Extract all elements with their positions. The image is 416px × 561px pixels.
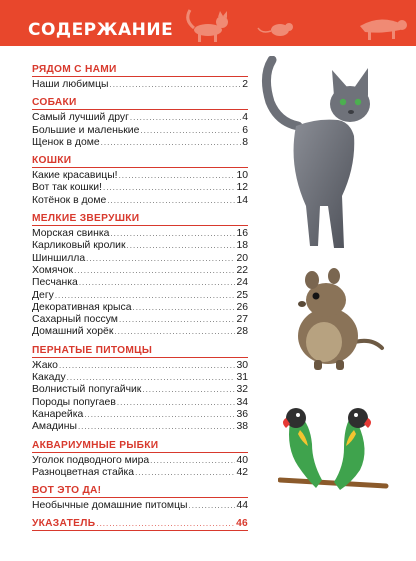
entry-page: 40	[236, 454, 248, 466]
toc-entry[interactable]	[32, 228, 248, 240]
entry-page: 36	[236, 408, 248, 420]
entry-label: Песчанка	[32, 277, 78, 289]
grey-cat-image	[258, 56, 378, 256]
toc-section	[32, 440, 248, 480]
dot-leader	[117, 397, 236, 409]
entry-label: Котёнок в доме	[32, 194, 107, 206]
entry-label: Вот так кошки!	[32, 182, 102, 194]
entry-page: 4	[242, 112, 248, 124]
entry-page: 20	[236, 252, 248, 264]
section-heading: ВОТ ЭТО ДА!	[32, 485, 248, 498]
entry-page: 8	[242, 136, 248, 148]
entry-label: Самый лучший друг	[32, 112, 129, 124]
entry-page: 32	[236, 384, 248, 396]
entry-label: Домашний хорёк	[32, 326, 114, 338]
section-heading: СОБАКИ	[32, 97, 248, 110]
entry-page: 30	[236, 359, 248, 371]
toc-section	[32, 485, 248, 512]
toc-entry[interactable]	[32, 409, 248, 421]
toc-section	[32, 345, 248, 434]
entry-label: Канарейка	[32, 408, 84, 420]
entry-page: 34	[236, 396, 248, 408]
dot-leader	[140, 125, 241, 137]
dot-leader	[78, 421, 236, 433]
toc-entry[interactable]	[32, 137, 248, 149]
dot-leader	[67, 372, 236, 384]
entry-page: 42	[236, 466, 248, 478]
entry-label: Необычные домашние питомцы	[32, 500, 188, 512]
entry-page: 14	[236, 194, 248, 206]
entry-page: 12	[236, 182, 248, 194]
toc-entry[interactable]	[32, 253, 248, 265]
section-heading: МЕЛКИЕ ЗВЕРУШКИ	[32, 213, 248, 226]
entry-label: Карликовый кролик	[32, 240, 126, 252]
toc-entry[interactable]	[32, 397, 248, 409]
index-page: 46	[236, 518, 248, 530]
dot-leader	[127, 240, 236, 252]
entry-label: Уголок подводного мира	[32, 454, 150, 466]
entry-page: 16	[236, 228, 248, 240]
toc-entry[interactable]	[32, 421, 248, 433]
toc-entry[interactable]	[32, 326, 248, 338]
toc-entry[interactable]	[32, 384, 248, 396]
dot-leader	[150, 455, 235, 467]
toc-section	[32, 518, 248, 531]
entry-label: Жако	[32, 359, 58, 371]
lovebirds-image	[278, 404, 390, 496]
dot-leader	[96, 518, 235, 530]
entry-label: Разноцветная стайка	[32, 466, 135, 478]
toc-entry[interactable]	[32, 455, 248, 467]
dot-leader	[107, 195, 235, 207]
entry-label: Амадины	[32, 421, 77, 433]
toc-section	[32, 213, 248, 339]
toc-entry[interactable]	[32, 500, 248, 512]
dot-leader	[119, 314, 235, 326]
toc-section	[32, 64, 248, 91]
toc-entry[interactable]	[32, 182, 248, 194]
entry-page: 22	[236, 264, 248, 276]
entry-label: Волнистый попугайчик	[32, 384, 142, 396]
toc-entry[interactable]	[32, 265, 248, 277]
dot-leader	[59, 360, 236, 372]
section-heading: ПЕРНАТЫЕ ПИТОМЦЫ	[32, 345, 248, 358]
entry-label: Какие красавицы!	[32, 170, 118, 182]
toc-entry[interactable]	[32, 360, 248, 372]
dot-leader	[84, 409, 235, 421]
pet-silhouettes-icon	[170, 0, 416, 46]
entry-label: Дегу	[32, 289, 54, 301]
entry-page: 18	[236, 240, 248, 252]
toc-entry[interactable]	[32, 112, 248, 124]
toc-entry[interactable]	[32, 79, 248, 91]
table-of-contents	[32, 64, 248, 537]
entry-page: 44	[236, 500, 248, 512]
dot-leader	[101, 137, 242, 149]
entry-page: 31	[236, 372, 248, 384]
section-heading: РЯДОМ С НАМИ	[32, 64, 248, 77]
dot-leader	[55, 290, 236, 302]
entry-page: 38	[236, 421, 248, 433]
toc-section	[32, 155, 248, 207]
toc-section	[32, 97, 248, 149]
entry-page: 24	[236, 277, 248, 289]
entry-page: 25	[236, 289, 248, 301]
entry-label: Какаду	[32, 372, 66, 384]
entry-page: 6	[242, 124, 248, 136]
index-title: УКАЗАТЕЛЬ	[32, 518, 96, 530]
toc-entry[interactable]	[32, 277, 248, 289]
dot-leader	[189, 500, 236, 512]
index-heading[interactable]	[32, 518, 248, 531]
toc-entry[interactable]	[32, 372, 248, 384]
section-heading: КОШКИ	[32, 155, 248, 168]
dot-leader	[142, 384, 235, 396]
toc-entry[interactable]	[32, 467, 248, 479]
header-banner	[0, 0, 416, 46]
dot-leader	[119, 170, 236, 182]
dot-leader	[79, 277, 236, 289]
entry-label: Морская свинка	[32, 228, 110, 240]
degu-image	[286, 266, 386, 374]
entry-label: Декоративная крыса	[32, 301, 132, 313]
toc-entry[interactable]	[32, 302, 248, 314]
toc-entry[interactable]	[32, 125, 248, 137]
dot-leader	[109, 79, 241, 91]
dot-leader	[86, 253, 235, 265]
section-heading: АКВАРИУМНЫЕ РЫБКИ	[32, 440, 248, 453]
entry-page: 2	[242, 79, 248, 90]
toc-entry[interactable]	[32, 240, 248, 252]
entry-page: 28	[236, 326, 248, 338]
toc-entry[interactable]	[32, 195, 248, 207]
dot-leader	[74, 265, 235, 277]
dot-leader	[130, 112, 241, 124]
entry-label: Шиншилла	[32, 252, 86, 264]
dot-leader	[110, 228, 235, 240]
toc-entry[interactable]	[32, 290, 248, 302]
toc-entry[interactable]	[32, 170, 248, 182]
entry-label: Щенок в доме	[32, 136, 100, 148]
dot-leader	[103, 182, 235, 194]
entry-page: 27	[236, 314, 248, 326]
entry-label: Хомячок	[32, 264, 74, 276]
entry-label: Породы попугаев	[32, 396, 116, 408]
entry-label: Большие и маленькие	[32, 124, 140, 136]
dot-leader	[114, 326, 235, 338]
page-title: СОДЕРЖАНИЕ	[28, 20, 174, 40]
dot-leader	[135, 467, 235, 479]
entry-page: 10	[236, 170, 248, 182]
toc-entry[interactable]	[32, 314, 248, 326]
dot-leader	[132, 302, 235, 314]
entry-page: 26	[236, 301, 248, 313]
entry-label: Сахарный поссум	[32, 314, 118, 326]
entry-label: Наши любимцы	[32, 79, 109, 90]
